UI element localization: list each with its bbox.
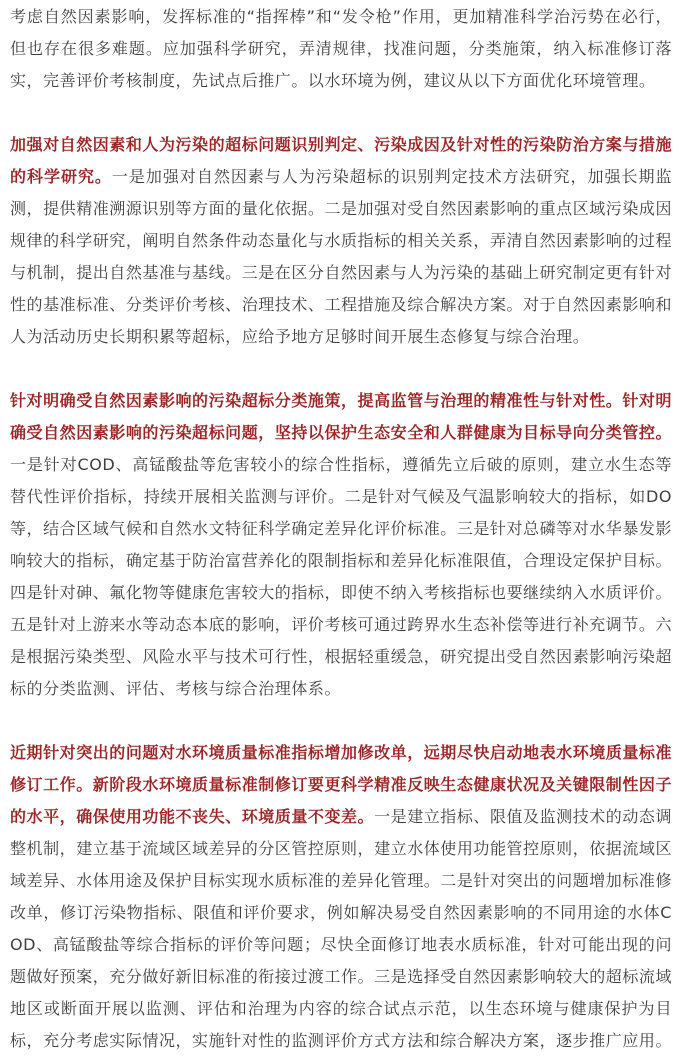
section-heading-classified: 针对明确受自然因素影响的污染超标分类施策，提高监管与治理的精准性与针对性。针对明确受自然因素影响的污染超标问题，坚持以保护生态安全和人群健康为目标导向分类管控。: [10, 391, 673, 442]
section-body-research: 一是加强对自然因素与人为污染超标的识别判定技术方法研究，加强长期监测，提供精准溯源识别等方面的量化依据。二是加强对受自然因素影响的重点区域污染成因规律的科学研究，阐明自然条件动态量化与水质指标的相关关系，弄清自然因素影响的过程与机制，提出自然基准与基线。三是在区分自然因素与人为污染的基础上研究制定更有针对性的基准标准、分类评价考核、治理技术、工程措施及综合解决方案。对于自然因素影响和人为活动历史长期积累等超标，应给予地方足够时间开展生态修复与综合治理。: [10, 167, 673, 346]
section-body-revision: 一是建立指标、限值及监测技术的动态调整机制，建立基于流域区域差异的分区管控原则，建立水体使用功能管控原则，依据流域区域差异、水体用途及保护目标实现水质标准的差异化管理。二是针对突出的问题增加标准修改单，修订污染物指标、限值和评价要求，例如解决易受自然因素影响的不同用途的水体COD、高锰酸盐等综合指标的评价等问题；尽快全面修订地表水质标准，针对可能出现的问题做好预案，充分做好新旧标准的衔接过渡工作。三是选择受自然因素影响较大的超标流域地区或断面开展以监测、评估和治理为内容的综合试点示范，以生态环境与健康保护为目标，充分考虑实际情况，实施针对性的监测评价方式方法和综合解决方案，逐步推广应用。: [10, 807, 673, 1050]
section-heading-research: 加强对自然因素和人为污染的超标问题识别判定、污染成因及针对性的污染防治方案与措施的科学研究。: [10, 135, 673, 186]
section-natural-vs-human-research: [10, 129, 672, 353]
section-heading-revision: 近期针对突出的问题对水环境质量标准指标增加修改单，远期尽快启动地表水环境质量标准修订工作。新阶段水环境质量标准制修订要更科学精准反映生态健康状况及关键限制性因子的水平，确保使用功能不丧失、环境质量不变差。: [10, 743, 673, 826]
section-body-classified: 一是针对COD、高锰酸盐等危害较小的综合性指标，遵循先立后破的原则，建立水生态等替代性评价指标，持续开展相关监测与评价。二是针对气候及气温影响较大的指标，如DO等，结合区域气候和自然水文特征科学确定差异化评价标准。三是针对总磷等对水华暴发影响较大的指标，确定基于防治富营养化的限制指标和差异化标准限值，合理设定保护目标。四是针对砷、氟化物等健康危害较大的指标，即使不纳入考核指标也要继续纳入水质评价。五是针对上游来水等动态本底的影响，评价考核可通过跨界水生态补偿等进行补充调节。六是根据污染类型、风险水平与技术可行性，根据轻重缓急，研究提出受自然因素影响污染超标的分类监测、评估、考核与综合治理体系。: [10, 455, 673, 698]
article-body: [0, 1, 682, 1057]
intro-text: 考虑自然因素影响，发挥标准的“指挥棒”和“发令枪”作用，更加精准科学治污势在必行，但也存在很多难题。应加强科学研究，弄清规律，找准问题，分类施策，纳入标准修订落实，完善评价考核制度，先试点后推广。以水环境为例，建议从以下方面优化环境管理。: [10, 7, 672, 90]
section-standard-revision: [10, 737, 672, 1057]
intro-paragraph: [10, 1, 672, 97]
section-classified-measures: [10, 385, 672, 705]
